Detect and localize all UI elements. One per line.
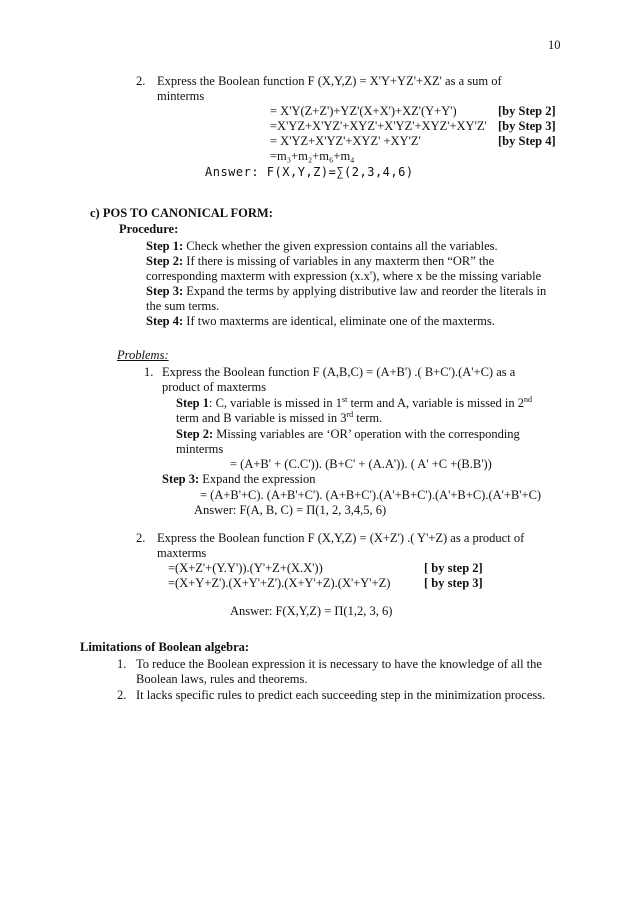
step-tag: [by Step 3] [498,119,556,133]
list-item-number: 1. [117,657,127,671]
limitations-heading: Limitations of Boolean algebra: [80,640,250,654]
step-text: Missing variables are ‘OR’ operation with the corresponding [216,427,520,441]
step-label: Step 2: [176,427,214,441]
problem-statement: Express the Boolean function F (A,B,C) = (A+B') .( B+C').(A'+C) as a [162,365,516,379]
step-label: Step 1: [146,239,184,253]
procedure-step-3 [146,284,546,299]
step-tag: [by Step 4] [498,134,556,148]
step-tag: [by Step 2] [498,104,556,118]
step-text: Expand the terms by applying distributive law and reorder the literals in [186,284,547,298]
p1-step-3 [162,472,315,487]
minterm-line: =m₃+m₂+m₆+m₄ [270,149,355,163]
problem-statement: Express the Boolean function F (X,Y,Z) = (X+Z') .( Y'+Z) as a product of [157,531,525,545]
step-tag: [ by step 3] [424,576,483,590]
procedure-step-4 [146,314,495,329]
p2-expr-2: =(X+Y+Z').(X+Y'+Z').(X+Y'+Z).(X'+Y'+Z) [168,576,391,590]
procedure-step-1 [146,239,498,254]
pos-heading: c) POS TO CANONICAL FORM: [90,206,273,220]
procedure-label: Procedure: [119,222,179,236]
problem-number: 2. [136,531,146,545]
p2-answer: Answer: F(X,Y,Z) = Π(1,2, 3, 6) [230,604,393,618]
problem-statement-cont: maxterms [157,546,207,560]
p1-step-3-expr: = (A+B'+C). (A+B'+C'). (A+B+C').(A'+B+C').(A'+B+C).(A'+B'+C) [200,488,542,502]
problem-statement-cont: minterms [157,89,205,103]
step-text: Check whether the given expression contains all the variables. [186,239,498,253]
step-label: Step 2: [146,254,184,268]
p1-answer: Answer: F(A, B, C) = Π(1, 2, 3,4,5, 6) [194,503,387,517]
p2-expr-1: =(X+Z'+(Y.Y')).(Y'+Z+(X.X')) [168,561,323,575]
step-tag: [ by step 2] [424,561,483,575]
problem-statement: Express the Boolean function F (X,Y,Z) = X'Y+YZ'+XZ' as a sum of [157,74,502,88]
p1-step-2-expr: = (A+B' + (C.C')). (B+C' + (A.A')). ( A' +C +(B.B')) [230,457,492,471]
procedure-step-2 [146,254,560,269]
procedure-step-3-cont: the sum terms. [146,299,220,313]
p1-step-1-cont: term and B variable is missed in 3rd term. [176,409,383,425]
step-text: If two maxterms are identical, eliminate one of the maxterms. [186,314,495,328]
list-item: It lacks specific rules to predict each succeeding step in the minimization process. [136,688,546,702]
p1-step-1: Step 1: C, variable is missed in 1st term and A, variable is missed in 2nd [176,394,533,410]
p1-step-2 [176,427,520,442]
derivation-step: =X'YZ+X'YZ'+XYZ'+X'YZ'+XYZ'+XY'Z' [270,119,487,133]
problem-number: 1. [144,365,154,379]
problem-number: 2. [136,74,146,88]
answer-sop: Answer: F(X,Y,Z)=∑(2,3,4,6) [205,165,414,179]
derivation-step: = X'YZ+X'YZ'+XYZ' +XY'Z' [270,134,421,148]
step-text: Expand the expression [202,472,316,486]
procedure-step-2-cont: corresponding maxterm with expression (x.x'), where x be the missing variable [146,269,542,283]
derivation-step: = X'Y(Z+Z')+YZ'(X+X')+XZ'(Y+Y') [270,104,457,118]
p1-step-2-cont: minterms [176,442,224,456]
list-item-number: 2. [117,688,127,702]
problem-statement-cont: product of maxterms [162,380,267,394]
step-text: If there is missing of variables in any maxterm then “OR” the [186,254,495,268]
step-label: Step 3: [162,472,200,486]
problems-label: Problems: [117,348,169,362]
page-number: 10 [548,38,561,52]
step-label: Step 4: [146,314,184,328]
list-item: To reduce the Boolean expression it is necessary to have the knowledge of all the [136,657,542,671]
list-item-cont: Boolean laws, rules and theorems. [136,672,308,686]
step-label: Step 1 [176,396,209,410]
step-label: Step 3: [146,284,184,298]
